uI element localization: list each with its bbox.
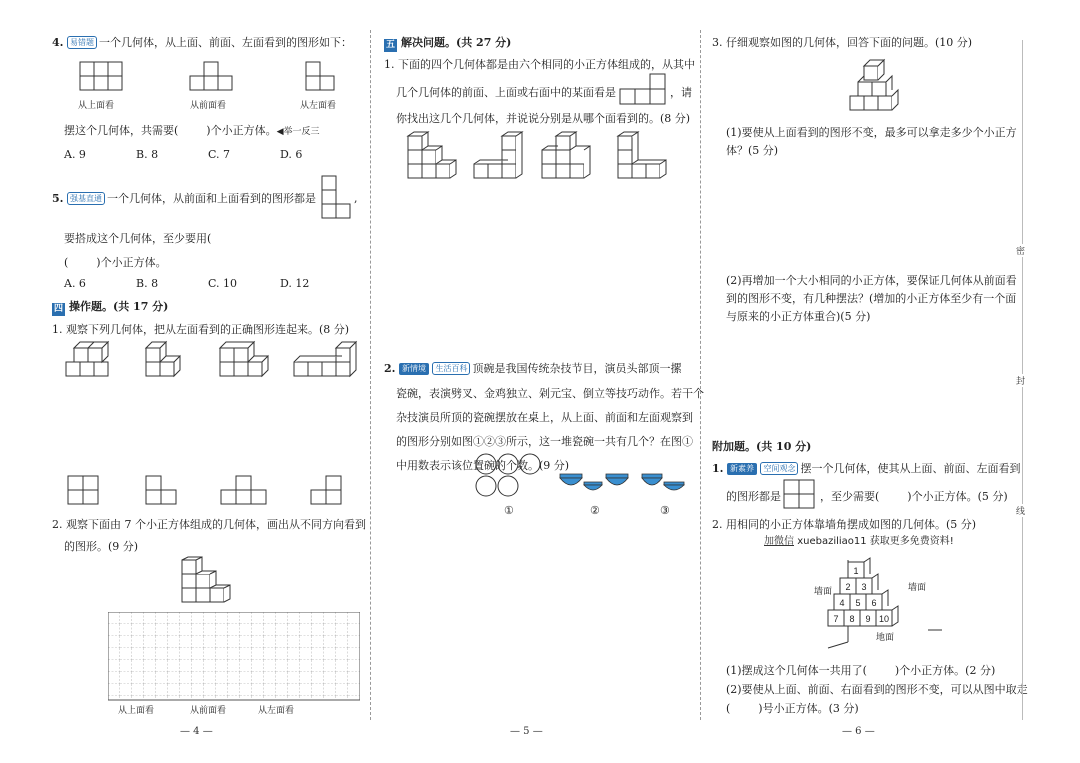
page-number: — 6 —	[842, 726, 875, 737]
q4-1-view-options[interactable]	[66, 474, 366, 508]
cube-4: 4	[839, 598, 845, 608]
page-number: — 4 —	[180, 726, 213, 737]
extra-q1-view-shape	[782, 478, 818, 512]
tag-new-literacy: 新素养	[727, 463, 757, 475]
q4-2-solid	[178, 556, 248, 608]
figure-2-front-view	[556, 470, 636, 500]
tag-new-situation: 新情境	[399, 363, 429, 375]
extra-title: 附加题。(共 10 分)	[712, 440, 812, 453]
wall-label-right: 墙面	[908, 583, 927, 593]
question-5: 5. 强基直通 一个几何体，从前面和上面看到的图形都是	[52, 192, 316, 205]
q5-1-line2: 几个几何体的前面、上面或右面中的某面看是	[396, 86, 616, 99]
view-label-front: 从前面看	[190, 101, 227, 111]
extra-q2-text: 2. 用相同的小正方体靠墙角摆成如图的几何体。(5 分)	[712, 518, 977, 531]
side-char-1: 密	[1016, 244, 1025, 257]
page-5: 五 解决问题。(共 27 分) 1. 下面的四个几何体都是由六个相同的小正方体组成的，从其中 几个几何体的前面、上面或右面中的某面看是 ，请 你找出这几个几何体，并说说分别是从哪个面看到的。(8 分) 2. 新情境 生活百科 顶碗是我国传统杂技节目，演员头部顶一摞 瓷碗，表演劈叉、金鸡独立、剁元宝、倒立等技巧动作。若干个 杂技演员所顶的瓷碗摆放在桌上，从上面、前面和左面观察到 的图形分别如图①②③所示，这一堆瓷碗一共有几个？在图① 中用数表示该位置碗的个数。(9 分) ① ② ③ — 5 —	[384, 36, 704, 737]
option-d[interactable]: D. 12	[280, 277, 310, 290]
option-b[interactable]: B. 8	[136, 277, 159, 290]
q5-1-view-shape	[618, 72, 670, 106]
page-number: — 5 —	[510, 726, 543, 737]
question-4: 4. 易错题 一个几何体，从上面、前面、左面看到的图形如下：	[52, 36, 352, 49]
q5-line2: 要搭成这个几何体，至少要用(	[64, 232, 212, 245]
q5-1-line1: 1. 下面的四个几何体都是由六个相同的小正方体组成的，从其中	[384, 58, 695, 71]
q6-3-line1: 3. 仔细观察如图的几何体，回答下面的问题。(10 分)	[712, 36, 973, 49]
cube-7: 7	[833, 614, 839, 624]
floor-label: 地面	[876, 633, 895, 643]
option-c[interactable]: C. 10	[208, 277, 238, 290]
extra-q1-line1: 1. 新素养 空间观念 摆一个几何体，使其从上面、前面、左面看到	[712, 462, 1021, 475]
option-c[interactable]: C. 7	[208, 148, 231, 161]
tag-space-concept: 空间观念	[760, 462, 798, 475]
q5-1-solids	[404, 130, 694, 186]
side-char-2: 封	[1016, 374, 1025, 387]
q4-view-figures	[78, 60, 378, 96]
option-a[interactable]: A. 9	[64, 148, 86, 161]
q5-1-line3: 你找出这几个几何体，并说说分别是从哪个面看到的。(8 分)	[396, 112, 691, 125]
tag-easy-mistake: 易错题	[67, 36, 97, 49]
tag-life-encyclopedia: 生活百科	[432, 362, 470, 375]
grid-label-top: 从上面看	[118, 706, 155, 716]
figure-label-2: ②	[590, 504, 600, 517]
page-divider	[700, 30, 701, 720]
cube-8: 8	[849, 614, 855, 624]
page-6: 3. 仔细观察如图的几何体，回答下面的问题。(10 分) (1)要使从上面看到的图形不变，最多可以拿走多少个小正方 体？(5 分) (2)再增加一个大小相同的小正方体，要保证几何体从前面看 到的图形不变，有几种摆法？(增加的小正方体至少有一个面 与原来的小正方体重合)(5 分) 附加题。(共 10 分) 1. 新素养 空间观念 摆一个几何体，使其从上面、前面、左面看到 的图形都是 ，至少需要( )个小正方体。(5 分) 2. 用相同的小正方体靠墙角摆成如图的几何体。(5 分) 加微信 xuebaziliao11 获取更多免费资料! 1 2 3 4 5 6 7 8 9 10 墙面 墙面 地面 (1)摆成这个几何体一共用了( )个小正方体。(2 分) (2)要使从上面、前面、右面看到的图形不变，可以从图中取走 ( )号小正方体。(3 分) — 6 — 密 封 线	[712, 36, 1028, 737]
view-label-top: 从上面看	[78, 101, 115, 111]
cube-9: 9	[865, 614, 871, 624]
q6-3-solid	[844, 54, 910, 116]
q4-options	[64, 148, 302, 161]
section-4-title: 四 操作题。(共 17 分)	[53, 300, 169, 314]
tag-strong-base: 强基直通	[67, 192, 105, 205]
cube-2: 2	[845, 582, 851, 592]
figure-label-1: ①	[504, 504, 514, 517]
wechat-watermark[interactable]: 加微信 xuebaziliao11 获取更多免费资料!	[764, 536, 954, 547]
page-divider	[370, 30, 371, 720]
option-a[interactable]: A. 6	[64, 277, 86, 290]
extra-q1-line2: 的图形都是	[726, 490, 781, 503]
q5-line3: ( )个小正方体。	[64, 256, 167, 269]
grid-label-front: 从前面看	[190, 706, 227, 716]
section-5-title: 五 解决问题。(共 27 分)	[385, 36, 512, 50]
cube-1: 1	[853, 566, 859, 576]
view-label-left: 从左面看	[300, 101, 337, 111]
q4-2-line1: 2. 观察下面由 7 个小正方体组成的几何体，画出从不同方向看到	[52, 518, 366, 531]
side-char-3: 线	[1016, 504, 1025, 517]
q5-view-shape	[320, 174, 354, 220]
cube-6: 6	[871, 598, 877, 608]
figure-1-top-view[interactable]	[474, 452, 548, 500]
figure-label-3: ③	[660, 504, 670, 517]
cube-10: 10	[878, 614, 890, 624]
q5-options	[64, 277, 309, 290]
wall-label-left: 墙面	[814, 587, 833, 597]
figure-3-left-view	[640, 470, 690, 500]
q5-2-line1: 2. 新情境 生活百科 顶碗是我国传统杂技节目，演员头部顶一摞	[384, 362, 682, 375]
option-d[interactable]: D. 6	[280, 148, 303, 161]
q4-2-line2: 的图形。(9 分)	[64, 540, 139, 553]
cube-3: 3	[861, 582, 867, 592]
option-b[interactable]: B. 8	[136, 148, 159, 161]
q4-1-solids	[60, 338, 370, 388]
drawing-grid[interactable]	[108, 612, 360, 702]
grid-label-left: 从左面看	[258, 706, 295, 716]
q4-question-line: 摆这个几何体，共需要( )个小正方体。◀举一反三	[64, 124, 320, 137]
cube-5: 5	[855, 598, 861, 608]
q4-1-text: 1. 观察下列几何体，把从左面看到的正确图形连起来。(8 分)	[52, 323, 350, 336]
page-4: 4. 易错题 一个几何体，从上面、前面、左面看到的图形如下： 从上面看 从前面看 从左面看 摆这个几何体，共需要( )个小正方体。◀举一反三 A. 9 B. 8 C. 7 D. 6 5. 强基直通 一个几何体，从前面和上面看到的图形都是 , 要搭成这个几何体，至少要用( ( )个小正方体。 A. 6 B. 8 C. 10 D. 12 四 操作题。(共 17 分) 1. 观察下列几何体，把从左面看到的正确图形连起来。(8 分) 2. 观察下面由 7 个小正方体组成的几何体，画出从不同方向看到 的图形。(9 分) 从上面看 从前面看 从左面看 — 4 —	[0, 0, 370, 763]
